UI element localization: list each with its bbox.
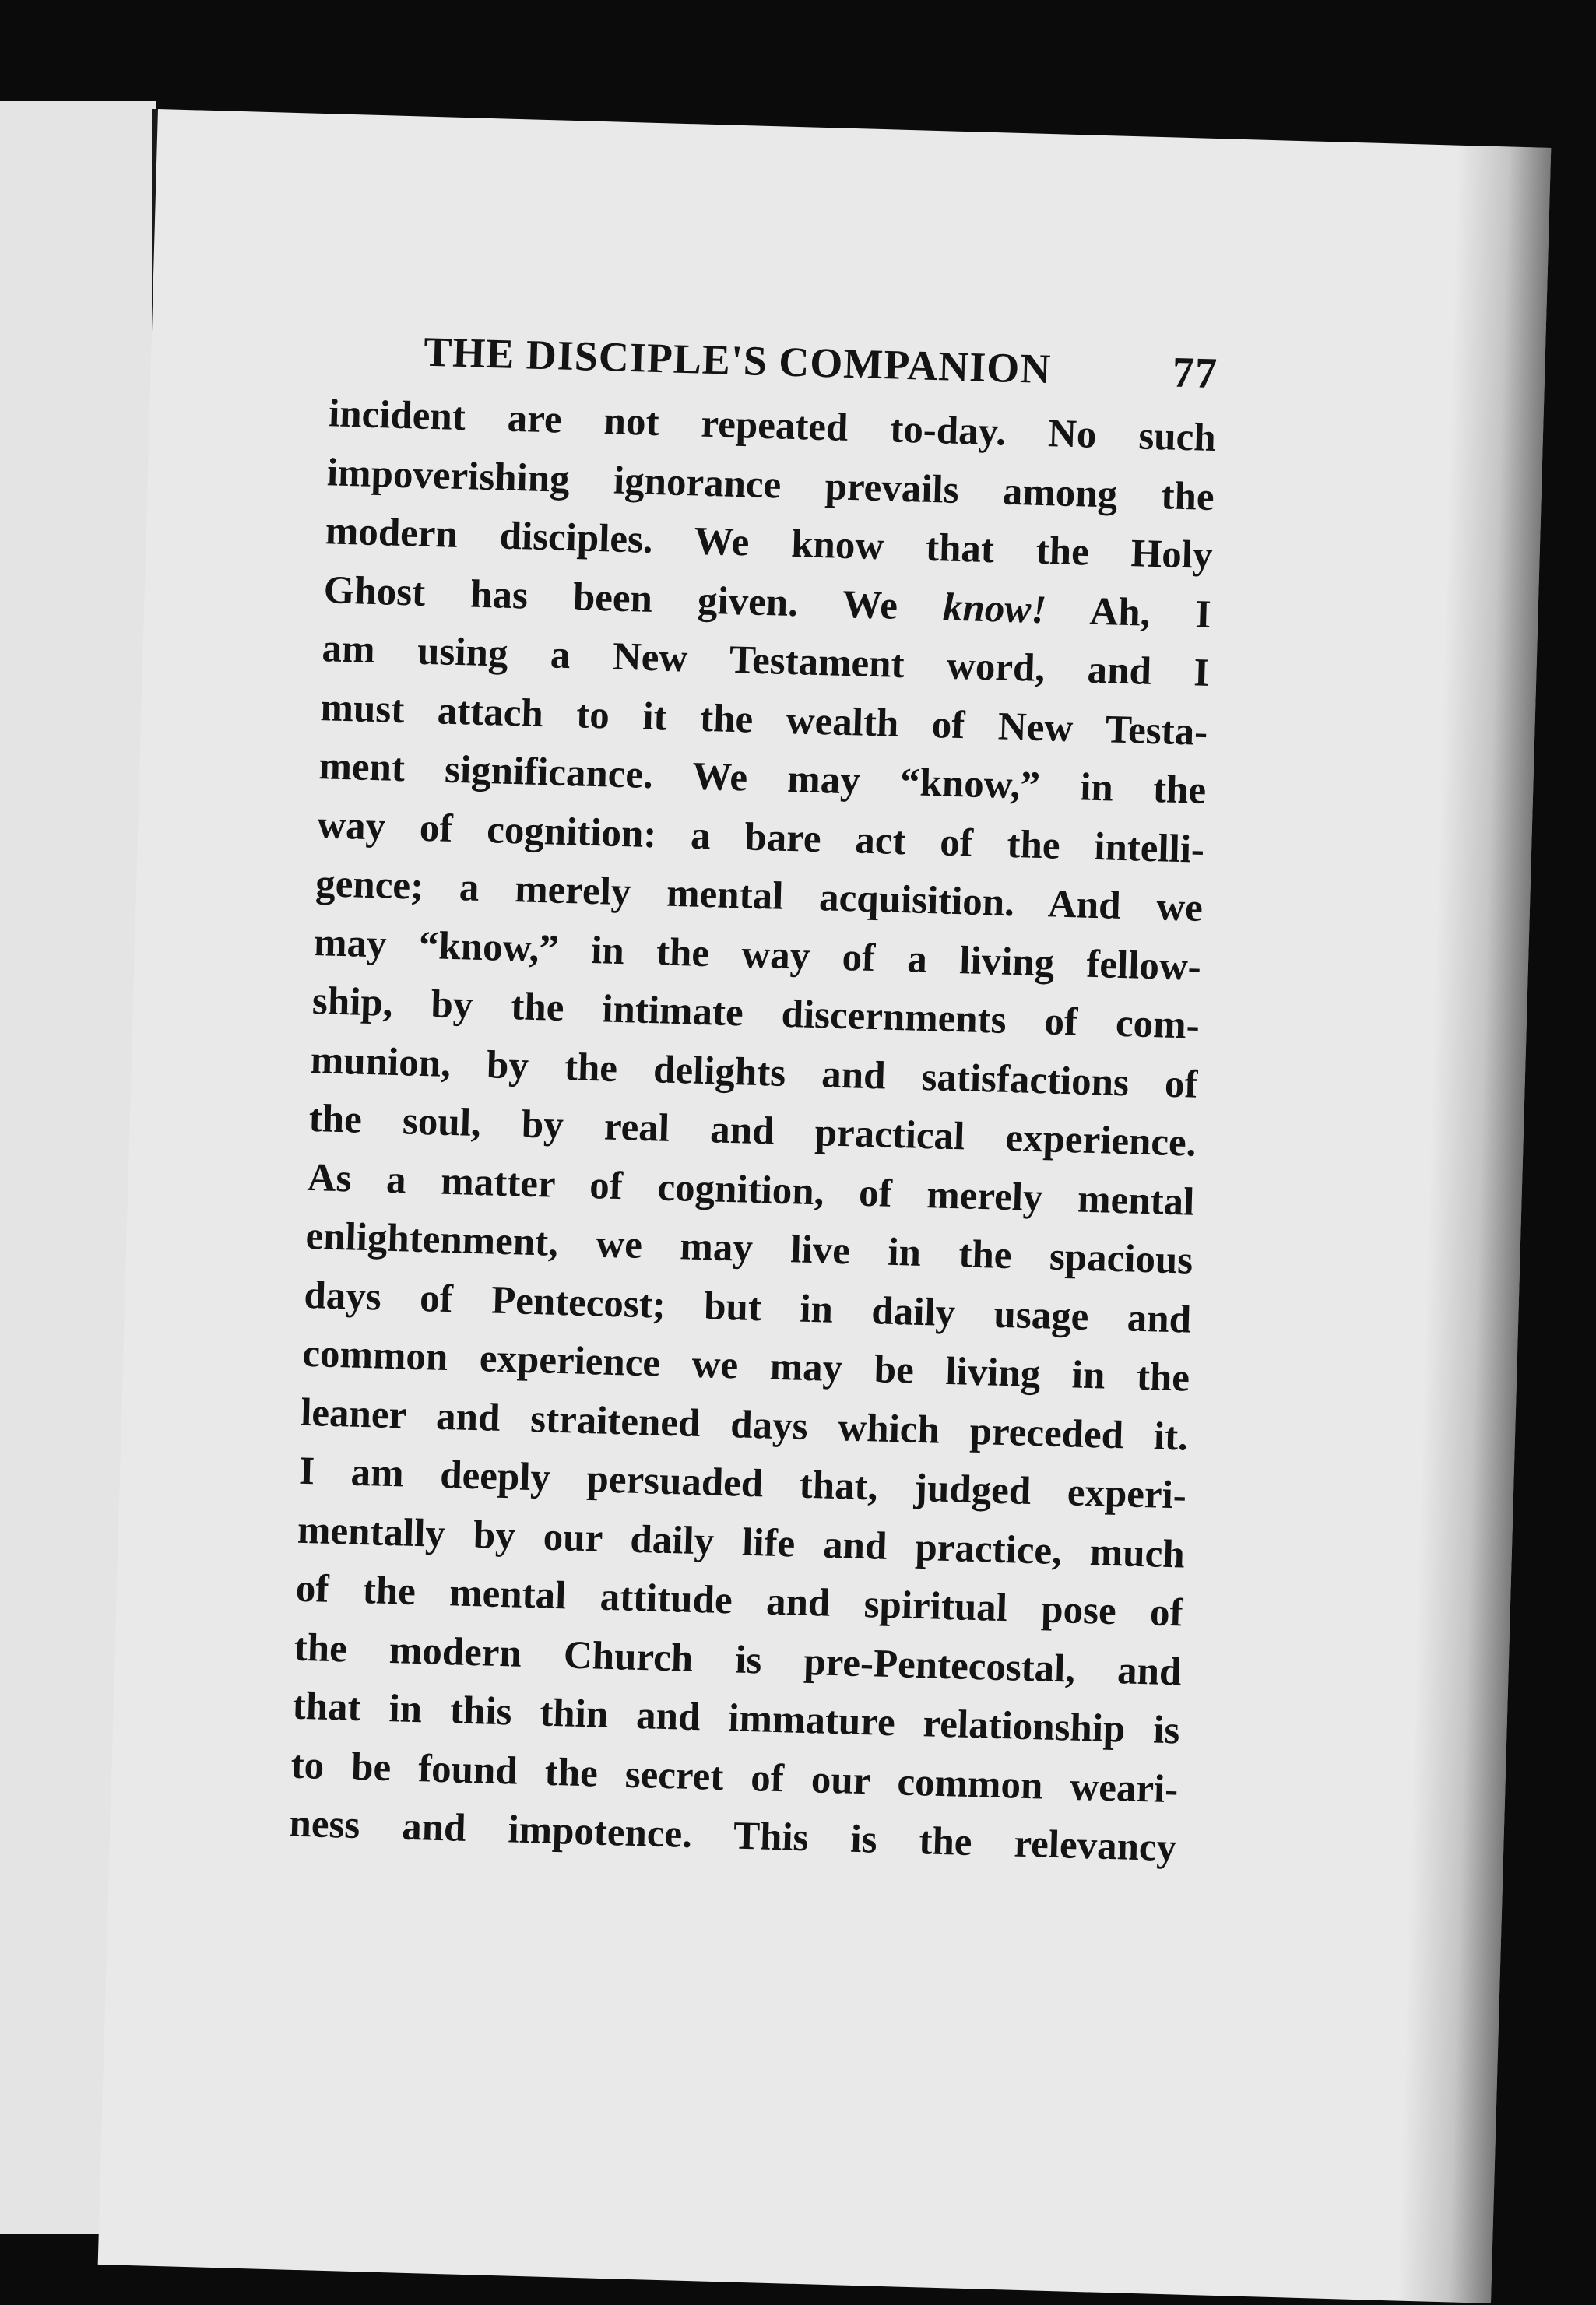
text-line: must attach to it the wealth of New Testa- — [319, 685, 1208, 754]
text-line: common experience we may be living in the — [301, 1331, 1190, 1400]
text-line: mentally by our daily life and practice, much — [297, 1508, 1186, 1577]
text-line: days of Pentecost; but in daily usage and — [303, 1273, 1192, 1342]
text-line: the soul, by real and practical experience. — [308, 1096, 1197, 1165]
emphasized-word: know! — [942, 585, 1048, 632]
text-line: munion, by the delights and satisfactions of — [310, 1038, 1199, 1107]
text-line: modern disciples. We know that the Holy — [325, 509, 1214, 578]
page-number: 77 — [1172, 348, 1218, 399]
text-line: ship, by the intimate discernments of com- — [311, 979, 1201, 1048]
text-line: ment significance. We may “know,” in the — [318, 744, 1207, 813]
text-line: impoverishing ignorance prevails among the — [326, 450, 1215, 519]
body-paragraph — [288, 385, 1216, 1878]
text-line: enlightenment, we may live in the spacious — [304, 1214, 1193, 1283]
book-page — [98, 109, 1552, 2303]
text-line: I am deeply persuaded that, judged experi- — [298, 1449, 1187, 1518]
text-line: that in this thin and immature relationship is — [292, 1684, 1181, 1753]
text-line: gence; a merely mental acquisition. And we — [315, 862, 1204, 930]
text-line: As a matter of cognition, of merely mental — [306, 1155, 1196, 1225]
text-line: incident are not repeated to-day. No such — [328, 392, 1217, 461]
text-line: ness and impotence. This is the relevancy — [288, 1801, 1177, 1871]
text-line: may “know,” in the way of a living fellow- — [313, 920, 1202, 989]
text-line: leaner and straitened days which preceded it. — [300, 1390, 1189, 1460]
running-head — [424, 327, 1218, 399]
page-content — [288, 324, 1218, 1878]
text-line: Ghost has been given. We know! Ah, I — [323, 567, 1212, 637]
running-title: THE DISCIPLE'S COMPANION — [423, 328, 1053, 393]
text-line: am using a New Testament word, and I — [321, 627, 1211, 695]
text-line: the modern Church is pre-Pentecostal, and — [294, 1625, 1183, 1694]
text-line: to be found the secret of our common weari- — [290, 1743, 1179, 1811]
text-line: of the mental attitude and spiritual pose of — [295, 1566, 1184, 1636]
text-line: way of cognition: a bare act of the intelli- — [316, 803, 1205, 872]
page-edge-shadow — [1397, 146, 1551, 2303]
